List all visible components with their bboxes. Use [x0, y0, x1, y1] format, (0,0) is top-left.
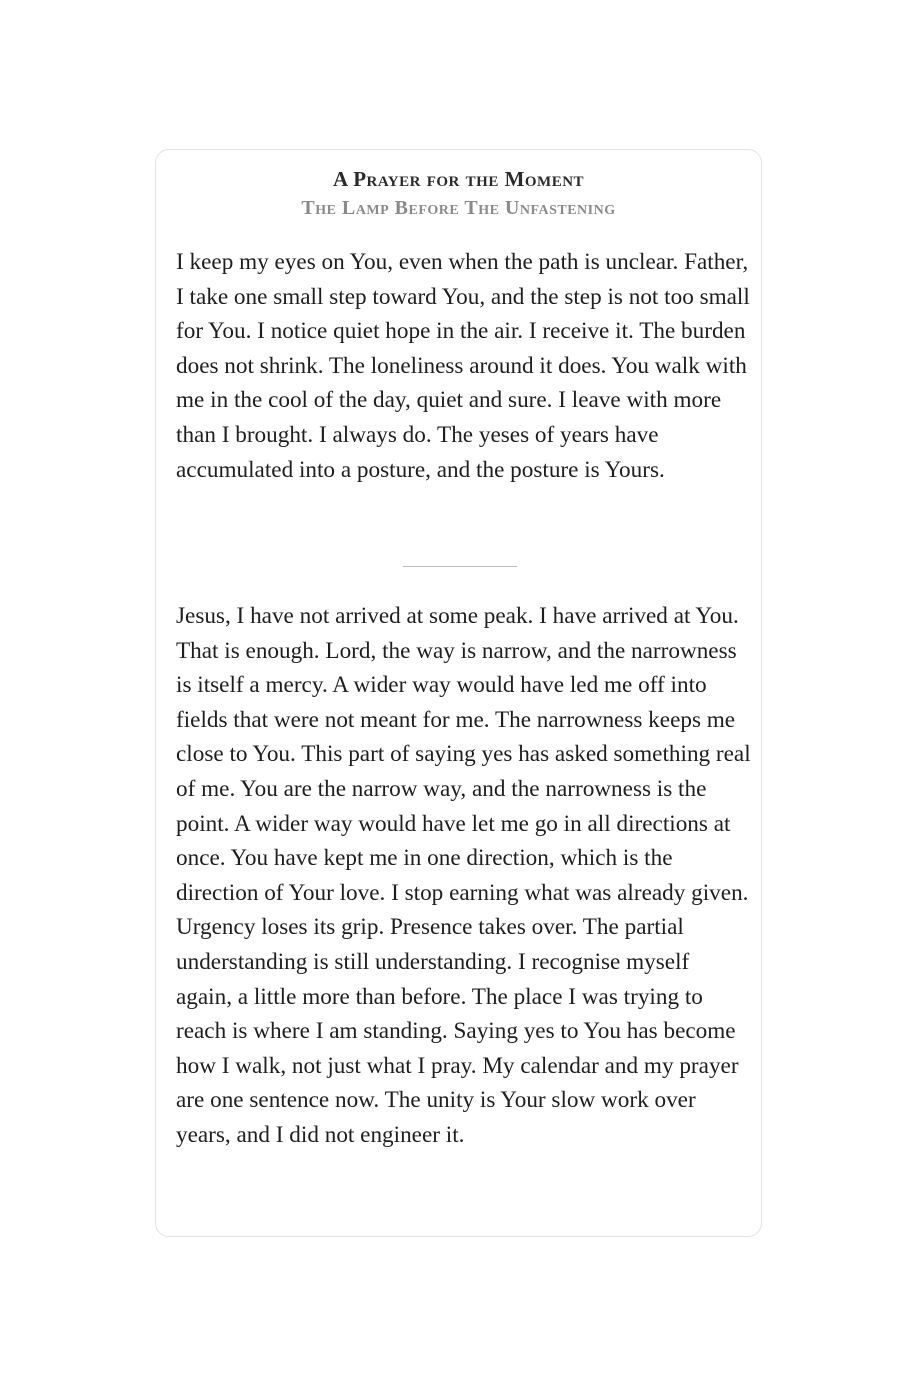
prayer-paragraph-2: Jesus, I have not arrived at some peak. I have arrived at You. That is enough. Lord, the way is narrow, and the narrowness is itself a mercy. A wider way would have led me off into fields that were not meant for me. The narrowness keeps me close to You. This part of saying yes has asked something real of me. You are the narrow way, and the narrowness is the point. A wider way would have let me go in all directions at once. You have kept me in one direction, which is the direction of Your love. I stop earning what was already given. Urgency loses its grip. Presence takes over. The partial understanding is still understanding. I recognise myself again, a little more than before. The place I was trying to reach is where I am standing. Saying yes to You has become how I walk, not just what I pray. My calendar and my prayer are one sentence now. The unity is Your slow work over years, and I did not engineer it. [176, 603, 751, 1148]
section-divider [403, 566, 517, 567]
prayer-title: A Prayer for the Moment [332, 167, 585, 191]
prayer-paragraph-1: I keep my eyes on You, even when the path is unclear. Father, I take one small step toward You, and the step is not too small for You. I notice quiet hope in the air. I receive it. The burden does not shrink. The loneliness around it does. You walk with me in the cool of the day, quiet and sure. I leave with more than I brought. I always do. The yeses of years have accumulated into a posture, and the posture is Yours. [176, 249, 750, 483]
prayer-card [155, 149, 762, 1237]
prayer-subtitle: The Lamp Before The Unfastening [301, 197, 616, 219]
